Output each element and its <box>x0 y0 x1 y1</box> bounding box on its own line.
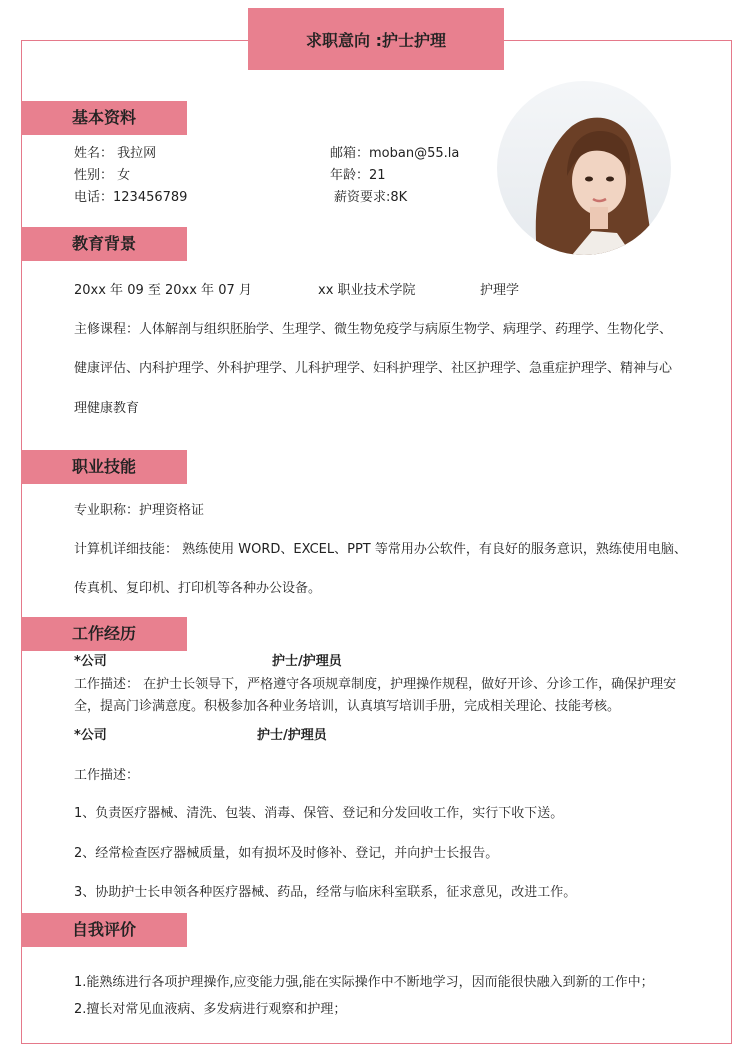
basic-gender: 性别： 女 <box>74 168 131 183</box>
job1-company: *公司 <box>74 654 107 669</box>
education-school: xx 职业技术学院 <box>318 283 416 298</box>
job2-role: 护士/护理员 <box>257 728 327 743</box>
education-courses-line-2: 健康评估、内科护理学、外科护理学、儿科护理学、妇科护理学、社区护理学、急重症护理学、精神与心 <box>74 361 673 376</box>
basic-name: 姓名： 我拉网 <box>74 146 157 161</box>
skills-certificate: 专业职称：护理资格证 <box>74 503 205 518</box>
section-header-self: 自我评价 <box>21 913 187 947</box>
page-title: 求职意向 :护士护理 <box>248 8 504 70</box>
education-courses-line-1: 主修课程：人体解剖与组织胚胎学、生理学、微生物免疫学与病原生物学、病理学、药理学、生物化学、 <box>74 322 673 337</box>
basic-salary: 薪资要求:8K <box>334 190 408 205</box>
job1-role: 护士/护理员 <box>272 654 342 669</box>
education-major: 护理学 <box>480 283 520 298</box>
job2-item-1: 1、负责医疗器械、清洗、包装、消毒、保管、登记和分发回收工作，实行下收下送。 <box>74 806 564 821</box>
section-header-basic: 基本资料 <box>21 101 187 135</box>
self-eval-line-1: 1.能熟练进行各项护理操作,应变能力强,能在实际操作中不断地学习，因而能很快融入到新的工作中； <box>74 975 654 990</box>
profile-photo <box>497 81 671 255</box>
job1-desc-line-2: 全，提高门诊满意度。积极参加各种业务培训，认真填写培训手册，完成相关理论、技能考核。 <box>74 699 621 714</box>
basic-phone: 电话：123456789 <box>74 190 188 205</box>
section-header-work: 工作经历 <box>21 617 187 651</box>
job2-desc-label: 工作描述： <box>74 768 140 783</box>
section-header-skills: 职业技能 <box>21 450 187 484</box>
self-eval-line-2: 2.擅长对常见血液病、多发病进行观察和护理； <box>74 1002 347 1017</box>
job2-item-3: 3、协助护士长申领各种医疗器械、药品，经常与临床科室联系，征求意见，改进工作。 <box>74 885 577 900</box>
education-courses-line-3: 理健康教育 <box>74 401 140 416</box>
job1-desc-line-1: 工作描述： 在护士长领导下，严格遵守各项规章制度，护理操作规程，做好开诊、分诊工作，确保护理安 <box>74 677 677 692</box>
job2-company: *公司 <box>74 728 107 743</box>
skills-computer-line-1: 计算机详细技能： 熟练使用 WORD、EXCEL、PPT 等常用办公软件，有良好的服务意识，熟练使用电脑、 <box>74 542 687 557</box>
job2-item-2: 2、经常检查医疗器械质量，如有损坏及时修补、登记，并向护士长报告。 <box>74 846 499 861</box>
education-period: 20xx 年 09 至 20xx 年 07 月 <box>74 283 252 298</box>
section-header-education: 教育背景 <box>21 227 187 261</box>
basic-age: 年龄：21 <box>330 168 386 183</box>
basic-email: 邮箱：moban@55.la <box>330 146 460 161</box>
skills-computer-line-2: 传真机、复印机、打印机等各种办公设备。 <box>74 581 322 596</box>
